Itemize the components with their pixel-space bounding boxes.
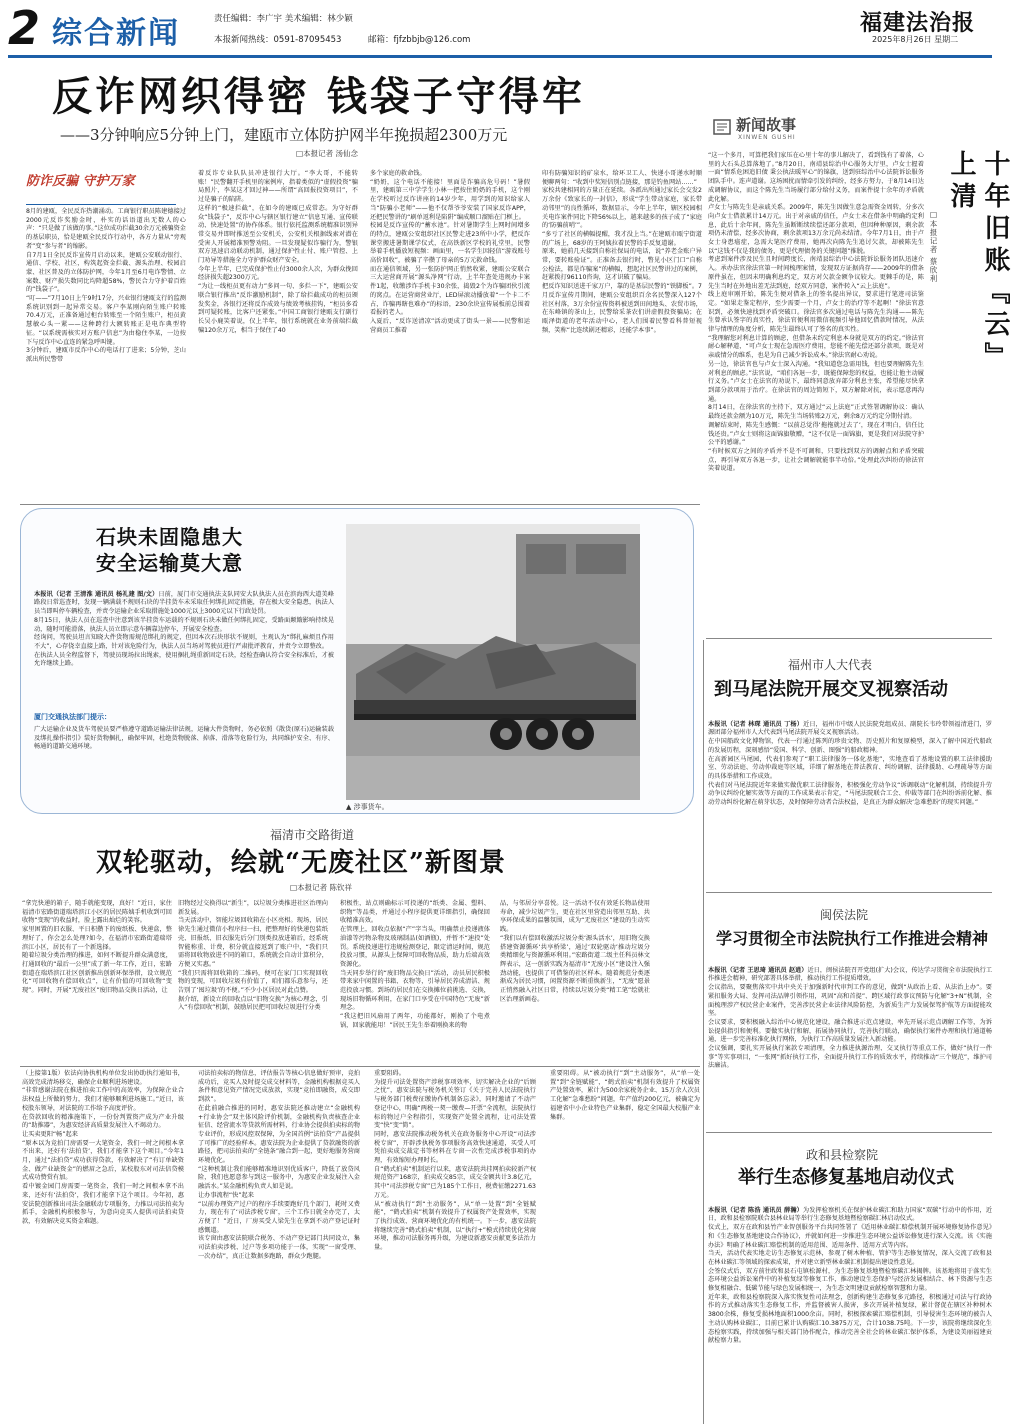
zhenghe-text	[708, 1198, 992, 1422]
zhenghe-byline: 本报讯（记者 陈浩 通讯员 薛瀚）	[708, 1206, 803, 1214]
zhenghe-body: 为发挥检察机关在保护林业碳汇和助力国家“双碳”行动中的作用，近日，政和县检察院联合县林业局等举行生态修复基地暨检察碳汇林启动仪式。 仪式上，双方在政和县竹产业智创服务平台共同签署了《适用林业碳汇赔偿机制开展环境修复协作意见》和《生态修复基地建设合作协议》，并就如何进一步推进生态环境公益诉讼修复进行深入交流。该《实施办法》明确了林业碳汇赔偿机制的适用范围、适用条件、适用方式等内容。 当天，活动代表实地走访生态修复示范林，参观了树木种植、管护等生态修复情况，深入交流了政和县在林业碳汇等领域的探索成果，并对建立新型林业碳汇机制提出建设性意见。 会签仪式后，双方前往政和县石屯镇松源村，为生态修复基地暨检察碳汇林揭牌。该基地将用于落实生态环境公益诉讼案件中的补植复绿等修复工作，推动建设生态保护与经济发展相结合、林下资源与生态修复相融合、低碳节能与绿色发展相统一，为生态文明建设贡献检察智慧和力量。 近年来，政和县检察院深入落实恢复性司法理念，创新构建生态修复多元路径，积极通过司法与行政协作的方式推动落实生态修复工作，并监督被害人损害，多次开展补植复绿，累计督促在辖区补种树木3800余株，修复受损林地面积1000余亩。同时，积极探索碳汇赔偿机制，引导侵害生态环境的被告人主动认购林业碳汇，目前已累计认购碳汇10.3875万元，合计1038.75吨。下一步，该院将继续深化生态检察实践，持续加强与相关部门协作配合，推动完善全社会的林业碳汇保护体系，为建设美丽福建贡献检察力量。	[708, 1206, 992, 1345]
minhou-byline: 本报讯（记者 王思琦 通讯员 赵逍）	[708, 966, 808, 974]
wheels-col-3: 积极性，站点则确标示可投递的“纸类、金属、塑料、织物”等品类，并通过小程序提供更详细指引，确保回收精准高效。 在管理上，回收点依据“产”字当头，明确禁止投递液体油漆等污物杂物及玻璃制品(如酒瓶)，并暂不“速投”处罚。系统投递进行违规检测登记，限定清运时间，规范投放习惯，从源头上保障可回收物品质，助力后端高效资源化。 当天同步举行的“废旧物品交换日”活动，动员居民积极带来家中闲置的书籍、衣物等，引导居民养成清洁、规范投放习惯。到场的居民们在交换摊位前挑选、交换，现场旧物循环利用，在家门口享受在中国特色“无废”新理念。 “我这把旧风扇用了两年，功能都好，刚换了个电煮锅，回家就能用！”居民王先生举着刚换来的物	[340, 900, 490, 1029]
wheels-col-2: 旧物经过交换得以“新生”，以垃圾分类推进社区治理向新发展。 当天活动中，智能垃圾回收箱在小区亮相。现场，居民徐先生通过微信小程序扫一扫，把整理好的快递包装纸壳、旧报纸、旧衣服先后分门别类投放进箱后，经系统智能称重、计费，积分就直接返到了账户中，“我们只需将回收物放进不同的箱口，系统就会自动计算积分，方便又实惠。” “我们只需将回收箱的二维码，便可在家门口实现回收物的变现，可回收垃圾有价值了，咱们都乐意参与，还告别了‘囤垃圾’的不便。”不少小区居民对此点赞。 据介绍，新设立的回收点以“旧物交换”为核心理念，引入“有偿回收”机制，鼓励居民把可回收垃圾进行分类	[178, 900, 328, 1012]
fuzhou-body: 近日，福州市中级人民法院党组成员、副院长韦玲带领福清进门，罗源团部分福州市人大代表到马尾法院开展交叉视察活动。 在中国船政文化博物馆，代表一行通过陈列的珍贵文物、历史照片和复原模型，深入了解中国近代船政的发展历程，深刻感悟“爱国、科学、创新、图强”的船政精神。 在高新园区马尾园，代表们参观了“职工法律服务一体化基地”，实地查看了基地设置的职工法律援助室、劳动法庭、劳动仲裁庭等区域，详细了解基地在普法教育、纠纷调解、法律援助、心理疏导等方面的具体举措和工作成效。 代表们对马尾法院近年来做实做优职工法律服务，积极强化劳动争议“诉调联动”化解机制，持续提升劳动争议纠纷化解实效等方面的工作成果表示肯定，“马尾法院联合工会、仲裁等部门在纠纷诉前化解、推动劳动纠纷化解在萌芽状态，及时保障劳动者合法权益，是真正为群众解决‘急难愁盼’的现实问题。”	[708, 720, 992, 807]
finance-col-3: 重要阻碍。 为提升司法处置资产涉税事项效率，切实解决企业的“后顾之忧”，惠安法院与税务机关签订《关于完善人民法院执行与税务部门税费征缴协作机制备忘录》，同时邀请了不动产登记中心，明确“两税一契一缴费—开票”全流程，法院执行标的物过户全程指引，实现资产处置全流程，让司法处置变“快”变“简”。 同时，惠安法院推动税务机关在政务服务中心开设“司法涉税专窗”，开辟涉执税务事项服务高效快速通道，买受人可凭拍卖成交裁定书等材料在专窗一次性完成涉税事项的办理，有效缩短办理时长。 自“鹤式拍卖”机制运行以来，惠安法院共挂网拍卖较新产权规范资产168宗，拍卖成交85宗，成交金额共计3.8亿元，其中“司法涉税专窗”已为185个工作日，税费征缴2271.63万元。 从“被动执行”到“主动服务”，从“单一处置”到“全链赋能”，“鹤式拍卖”机制有效提升了权属资产处置效率，实现了执行成效、营商环境优化的有机统一。下一步，惠安法院将继续完善“鹤式拍卖”机制，以“执行+”模式持续优化营商环境，推动司法服务再升级，为建设新惠安贡献更多法治力量。	[374, 1070, 536, 1252]
stones-note: 广大运输企业及货车驾驶员要严格遵守道路运输法律法规，运输大件货物时，务必依照《散货(原石)运输装载及绑扎操作指引》装好货物捆扎，确保牢固，杜绝货物脱落、掉落、滑落等危险行为，共同维护安全、有序、畅通的道路交通环境。	[34, 726, 334, 751]
stones-text	[34, 582, 334, 704]
fuzhou-text	[708, 712, 992, 882]
lead-byline: □本报记者 汤仙念	[296, 149, 358, 158]
truck-photo-image	[346, 524, 640, 800]
wheels-kicker: 福清市交路街道	[270, 828, 355, 842]
column-divider	[703, 640, 704, 1424]
fuzhou-kicker: 福州市人大代表	[788, 658, 873, 672]
stones-note-title: 厦门交通执法部门提示：	[34, 713, 111, 721]
lead-col-3: 多个家庭的救命钱。 “奶奶，这个电话不能接！里面是诈骗高危号码！”暑假里，建瓯第三中学学生小林一把按住奶奶的手机，这个刚在学校听过反诈讲座的14岁少年，用学到的知识给家人当“防骗小老师”——他不仅帮爷爷安装了国家反诈APP，还把民警讲的“刷单返利是陷阱”编成顺口溜贴在门框上。 校园是反诈宣传的“蓄水池”。针对暑期学生上网时间增多的特点，建瓯公安组织社区民警走进23所中小学，把反诈课堂搬进暑期课学仪式，在高铁新区学校的礼堂里，民警举着手机播放短视频：画面里，一名学生因轻信“游戏账号高价回收”，被骗了辛攒了母亲的5万元救命钱。 而在通信领域，另一张防护网正悄然收紧，建瓯公安联合三大运营商开展“源头净网”行动，上半年查处违规办卡案件1起，收缴涉诈手机卡30余张，捣毁2个为诈骗团伙引流的窝点。在运营商营业厅，LED屏滚动播放着“一个卡二不占，诈骗再瞎也难办”的标语，230余块宣传展板前总围着看报的老人。 入夏后，“反诈送清凉”活动更成了街头一景——民警和运营商员工推着	[370, 170, 530, 334]
finance-col-2: 司法拍卖标的物信息，评估报告等核心信息做好预审，竞拍成功后，竞买人及时提交成交材料等，金融机构根据竞买人条件和意见资产情况完成放款，实现“竞拍即融资，成交即到款”。 在此前融合推进的同时，惠安法院还推动建立“金融机构+行业协会”双主体风险评价机制，金融机构负责核查企业征信、经营流水等贷款所需材料，行业协会提供拍卖标的物专业评价，形成风控双保障，为全国首例“法拍贷”产品提供了可推广的经验样本。惠安法院为企业提供了贷款融资的新路径，把司法拍卖的“全链条”融合到一起，更好地服务营商环境优化。 “这种机制让我们能够精准地识别优质客户，降低了放贷风险，我们也愿意参与到这一服务中，为惠安企业发展注入金融活水。”某金融机构负责人如是说。 让办事流程“快”起来 “以前办理资产过户的程序手续要跑好几个部门，耗时又费力，现在有了‘司法涉税专窗’，三个工作日就全办完了，太方便了！”近日，厂房买受人梁先生在拿到不动产登记证时感慨道。 该专窗由惠安法院联合税务、不动产登记部门共同设立，集司法拍卖涉税、过户等多项功能于一体，实现“一窗受理、一次办结”，真正让数据多跑路，群众少跑腿。	[198, 1070, 360, 1260]
stones-byline: 本报讯（记者 王清淮 通讯员 杨礼建 图/文）	[34, 590, 159, 598]
news-story-logo	[712, 112, 824, 148]
lead-divider	[20, 504, 700, 505]
issue-date: 2025年8月26日 星期二	[872, 35, 959, 44]
fuzhou-byline: 本报讯（记者 林琛 通讯员 丁杨）	[708, 720, 804, 728]
finance-col-4: 重要阻碍。从“被动执行”到“主动服务”，从“单一处置”到“全链赋能”，“鹤式拍卖”机制有效提升了权属资产处置效率，累计为500余家税务企业、15万余人次员工化解“急难愁盼”问题，年产值约200亿元，被确定为福建省中小企业特色产业集群，稳定全国最大校服产业集群。	[550, 1070, 700, 1121]
wheels-byline: □本报记者 陈钦祥	[290, 883, 352, 892]
right-divider-3	[706, 1132, 992, 1133]
minhou-text	[708, 958, 992, 1126]
fuzhou-headline: 到马尾法院开展交叉视察活动	[714, 679, 948, 700]
minhou-body: 近日，闽侯法院召开党组(扩大)会议，传达学习贯彻全市法院执行工作推进会精神，研究部署具体举措，推动执行工作提质增效。 会议指出，要聚焦落实中共中央关于加强新时代审判工作的意见，做到“从政治上看、从法治上办”。要紧扣服务大局、发挥司法品牌引领作用，巩固“高和首提”、跨区域行政事议预防与化解“3+N”机制，全面梳理涉产权民营企业案件，完善涉民营企业法律风险防控，为新质生产力发展保驾护航等方面提能攻坚。 会议要求，要积极融入综治中心规范化建设，融合推进示范点建设，率先开展示范点调解工作等，为诉讼提供指引和便利。要做实执行和解，拓展协同执行，完善执行联动，确保执行案件办理和执行通道畅通，进一步完善标准化执行网格，为执行工作高质量发展注入新动能。 会议强调，要扎实开展执行案款专项清理，全力推进执源治理、交叉执行等重点工作，做好“执行一件事”等实事项目，“一张网”抓好执行工作，全面提升执行工作的质效水平，持续推动“三个规范”，维护司法廉洁。	[708, 966, 993, 1070]
newspaper-name: 福建法治报	[860, 10, 976, 36]
wheels-divider	[20, 1066, 700, 1067]
zhenghe-headline: 举行生态修复基地启动仪式	[738, 1167, 954, 1188]
news-story-byline: □本报记者 蔡欣利	[929, 210, 938, 283]
fraud-logo-text: 防诈反骗 守护万家	[26, 174, 135, 189]
news-story-logo-en: XINWEN GUSHI	[738, 134, 796, 141]
masthead-rule	[8, 55, 992, 58]
wheels-headline: 双轮驱动，绘就“无废社区”新图景	[96, 848, 506, 878]
lead-col-1: 8月的建瓯，全民反诈热潮涌动。工商银行职员陈建德接过2000元反诈奖励金时，朴实的话语道出无数人的心声：“只是做了该做的事。”这位成功拦截30余万元被骗资金的基层职员，恰是建瓯全民反诈行动中，各方力量从“旁观者”变“参与者”的缩影。 自7月1日全民反诈宣传月启动以来，建瓯公安联动银行、通信、学校、社区，构筑起资金拦截、源头治理、校园启蒙、社区普及的立体防护网，今年1月至6月电诈警情、立案数、财产损失数同比均降超58%，警民合力守护着百姓的“钱袋子”。 “叮——”7月10日上午9时17分，兴业银行建瓯支行的监测系统识别到一起异常交易。客户李某刚向陌生账户转账70.4万元，正准备通过柜台转账至一个陌生账户，柜员黄慧敏心头一紧——这种跨行大额转账正是电诈典型特征。“以系统需核实对方账户信息”为由稳住李某，一边按下与反诈中心直连的紧急呼叫键。 3分钟后，建瓯市反诈中心的电话打了进来；5分钟，芝山派出所民警带	[26, 208, 186, 363]
news-story-text: “这一个多月，可算把我们家压在心里十年的事儿解决了，看到钱有了着落，心里的大石头总算落地了。”8月20日，南靖县综治中心服务大厅里，卢女士握着一面“情系危困追旧债 秉公执法暖军心”的锦旗，送到驻综治中心法院诉讼服务团队手中。连声道谢。这场困扰而情牵引发的纠纷，经多方努力，于8月14日达成调解协议，而这个陈先生当场履行部分给付义务，而案件提十余年的矛盾就此化解。 卢女士与陈先生是亲戚关系。2009年，陈先生因做生意急需资金周转，分多次向卢女士借款累计14万元。出于对亲戚的信任，卢女士未在借条中明确约定利息，此后十余年间，陈先生虽断断续续偿还部分款项，但因种种原因，剩余款项仍未清偿，经多次协商，剩余款项13万余元尚未结清。今年7月1日，由于卢女士身患癌症，急需大笔医疗费用，她再次向陈先生追讨欠款，却被陈先生以“这钱不仅是我的债务，更是代理债务的关键问题”推脱。 考虑到案件涉及民生且时间跨度长，南靖县综治中心法院诉讼服务团队迅速介入。承办法官徐法官第一时间梳理案情，发现双方证据尚存——2009年的借条原件虽在，但因未明确利息约定，双方对欠款金额争议较大。更棘手的是，陈先生当时在外地出差无法到庭，经双方同意，案件转入“云上法庭”。 线上庭审刚开始，陈先生便对借条上的签名提出异议，要求进行笔迹司法鉴定。“如果走鉴定程序，至少需要一个月，卢女士的治疗等不起啊！”徐法官意识到，必须快速找到矛盾突破口。徐法官多次通过电话与陈先生沟通——陈先生曾承认签字的真实性，徐法官便利用微信视频引导他回忆借款时情况，从法律与情理的角度分析，陈先生最终认可了签名的真实性。 “我理解您对利息计算的顾虑，但借条未约定利息本身就是双方的约定。”徐法官耐心解释道，“可卢女士现在急需医疗费用，您能不能先偿还部分款项，既是对亲戚情分的维系，也是为自己减少诉讼成本。”徐法官耐心劝说。 另一边，徐法官也与卢女士深入沟通。“我知道您急需用钱，但也要理解陈先生对利息的顾虑。”法官说，“咱们各退一步，既能保障您的权益，也能让他主动履行义务。”卢女士在法官的劝说下，最终同意放弃部分利息主张，希望能尽快拿到部分款项用于治疗。在徐法官的周边简短下，双方解除对抗，表示愿意再沟通。 8月14日，在徐法官的主持下，双方通过“云上法庭”正式签署调解协议：确认最终还款金额为10万元，陈先生当场转账2万元，剩余8万元约定分期付清。 调解结束时，陈先生感慨：“以前总觉得‘拖拖就过去了’，现在才明白，信任比钱还贵。”卢女士则将这面锦旗敬赠，“这不仅是一面锦旗，更是我们对法院守护公平的感谢。” “有时候双方之间的矛盾并不是不可调和，只要找到双方的调解点和矛盾突破点，再引导双方各退一步，让社会调解就能事半功倍。”处理此次纠纷的徐法官笑着说道。	[708, 152, 924, 473]
news-story-icon	[712, 116, 734, 138]
right-divider-1	[706, 638, 992, 639]
truck-photo	[346, 524, 640, 800]
wheels-col-4: 品，与邻居分享喜悦。这一活动不仅有效延长物品使用寿命，减少垃圾产生，更在社区里营造出邻里互助、共享环保成果的温馨氛围，成为“无废社区”建设的生动实践。 “我们以有偿回收激活垃圾分类‘源头活水’，用旧物交换搭建资源循环‘共享桥梁’，通过‘双轮驱动’推动垃圾分类精细化与资源循环利用。”宏路街道二级主任科员林文辉表示，这一创新实践为福清市“无废小区”建设注入强劲动能，也提供了可借鉴的社区样本。随着规范分类逐渐成为居民习惯，闲置资源不断重焕新生，“无废”愿景正悄然融入社区日常，持续以垃圾分类“精工笔”绘就社区治理新画卷。	[500, 900, 650, 1003]
page-number: 2	[8, 1, 41, 55]
stones-headline-2: 安全运输莫大意	[96, 551, 243, 575]
fraud-column-logo	[26, 170, 176, 205]
hotline: 本报新闻热线：0591-87095453	[214, 35, 342, 45]
email: 邮箱：fjfzbbjb@126.com	[368, 35, 471, 45]
wheels-col-1: “拿完快递的箱子，随手就能变现，真好！”近日，家住福清市宏路街道瑞塔滨江小区的居民陈姨手机收到可回收物“变现”的收益时，脸上露出灿烂的笑容。 家里困置的旧衣服、平日积攒下的废纸板、快递盒，整理好了，你会怎么处理?如今，在福清市宏路街道瑞塔滨江小区，居民有了一个新选择。 随着垃圾分类治理的推进，如何不断提升群众满意度，打通回收的“最后一公里”成了新一年工作，近日，宏路街道在瑞塔滨江社区创新推出创新环保举措，设立规范化“可回收物有偿回收点”，让有价值的可回收物“变现”。同时，开展“无废社区”废旧物品交换日活动，让	[22, 900, 172, 995]
truck-photo-caption: ▲ 涉事货车。	[346, 803, 389, 811]
minhou-headline: 学习贯彻全市法院执行工作推进会精神	[716, 929, 989, 948]
news-story-logo-text: 新闻故事	[736, 116, 797, 134]
news-story-headline: 十年旧账『云』上清	[946, 150, 1010, 374]
minhou-kicker: 闽侯法院	[820, 908, 869, 922]
finance-col-1: （上接第1版）依法向协执机构单位发出协助执行通知书，高效完成清场移交，确保企业顺利进场建设。 “非常感谢法院在推进拍卖工作中的高效率，为保障企业合法权益上所做的努力，我们才能够顺利进场施工。”近日，该校股东领导，对法院的工作给予高度评价。 在贷款回收的精准施策下，一份份判置资产成为产业升级的“助推器”，为惠安经济高质量发展注入不竭动力。 让买卖更阳“畅”起来 “原本以为竞拍门房需要一大笔资金，我们一时之间根本拿不出来，还好有‘法拍贷’，我们才能拿下这个项目。”今年1月，通过“法拍贷”成功获得贷款，有效解决了“有订单缺资金、做产业缺资金”的燃眉之急后，某校股东对司法信贷模式成功赞赏有加。 看中镀金园门房需要一笔资金，我们一时之间根本拿不出来，还好有‘法拍贷’，我们才能拿下这个项目。今年初，惠安法院创新推出司法金融联动专项服务，力推以司法拍卖为抓手，金融机构积极参与，为意向竞买人提供司法拍卖贷款，有效解决竞买资金难题。	[22, 1070, 184, 1225]
lead-subhead: ——3分钟响应5分钟上门，建瓯市立体防护网半年挽损超2300万元	[60, 126, 508, 144]
lead-headline: 反诈网织得密 钱袋子守得牢	[52, 73, 585, 120]
right-divider-2	[706, 892, 992, 893]
section-title: 综合新闻	[52, 16, 180, 51]
lead-col-2: 着反诈专业队队员冲进银行大厅。“李大哥，不能转账！”民警翻开手机里的案例库，指着类似的“虚假投资”骗局照片，李某这才回过神——所谓“高回报投资项目”，不过是骗子的陷阱。 这样的“极速拦截”，在如今的建瓯已成常态。为守好群众“钱袋子”，反诈中心与辖区银行建立“信息互通、宣传联动、快速处置”的协作体系。银行依托监测系统精准识别异常交易并即时推送至公安机关，公安机关根据线索对潜在受害人开展精准预警劝阻。一旦发现疑似诈骗行为，警银双方迅速启动联动机制，通过保护性止付、账户管控、上门劝导等措施全力守护群众财产安全。 今年上半年，已完成保护性止付3000余人次，为群众挽回经济损失超2300万元。 “为让一线柜员更有动力”多问一句、多拦一下”，建瓯公安联合银行推出“反诈激励机制”，除了给拦截成功的柜员颁发奖金，各银行还将反诈成效与绩效考核挂钩，“柜员多看到可疑转账，比客户还紧张。”中国工商银行建瓯支行副行长吴小鹿笑着说，仅上半年，银行系统就在业务前端拦截骗120余万元，相当于保住了40	[198, 170, 358, 334]
lead-col-4: 印有防骗知识的矿泉水，给环卫工人、快递小哥递水时顺便聊两句：“收到中奖短信别点链接，那是钓鱼网站……” 家校共建相同的方量正在延续。各派出所通过家长会交发2万余份《致家长的一封信》，形成“学生带动家庭，家长带动邻里”的良性循环，数据显示，今年上半年，辖区校园相关电诈案件同比下降56%以上，越来越多的孩子成了“家庭的‘防骗前哨’”。 “多亏了社区的横幅提醒，我才没上当。”在建瓯市瓯宁街道的广场上，68岁的王阿姨拉着民警的手反复道谢。 原来，她前几天接到自称社保局的电话，说“养老金账户异常，要转账验证”。正准备去银行时，瞥见小区门口“自称公检法，都是诈骗案”的横幅，想起社区民警讲过的案例，赶紧拨打96110咨询，这才识破了骗局。 把反诈知识送进千家万户，靠的是基层民警的“铁脚板”。7月反诈宣传月期间，建瓯公安组织百余名民警深入127个社区村落，3万余份宣传资料被送到田间地头、农贸市场，在东峰镇的茶山上，民警给采茶农们讲虚假投资骗局；在瓯泽街道的老年活动中心，老人们围着民警看科普短视频，笑称“比连续剧还精彩，还能学本事”。	[542, 170, 702, 334]
stones-body: 日前，厦门市交通执法支队同安大队执法人员在滨海西大道美峰路段日常巡查时，发现一辆满载不规则石块的半挂货车未采取任何绑扎固定措施，存在极大安全隐患，执法人员当即叫停车辆检查，并责令运输企业采取措施处1000元以上3000元以下行政处罚。 8月15日，执法人员在巡查中注意到该半挂货车运载的不规则石块未做任何绑扎固定，受路面颠簸影响持续晃动，随时可能滑落，执法人员立即示意车辆靠边停车，开展安全检查。 经询问，驾驶员坦言知晓大件货物需规范绑扎的规定，但因本次石块形状不规则，主观认为“绑扎麻烦且作用不大”，心存侥幸直接上路，针对该危险行为，执法人员当场对驾驶员进行严肃批评教育，并责令立即整改。 在执法人员全程监督下，驾驶员现场拉出绳索，使用捆扎绳重新固定石块，经检查确认符合安全标准后，才被允许继续上路。	[34, 590, 334, 668]
stones-headline-1: 石块未固隐患大	[96, 525, 243, 549]
editors-line: 责任编辑：李广宇 美术编辑：林少颖	[214, 14, 353, 24]
zhenghe-kicker: 政和县检察院	[806, 1148, 879, 1162]
